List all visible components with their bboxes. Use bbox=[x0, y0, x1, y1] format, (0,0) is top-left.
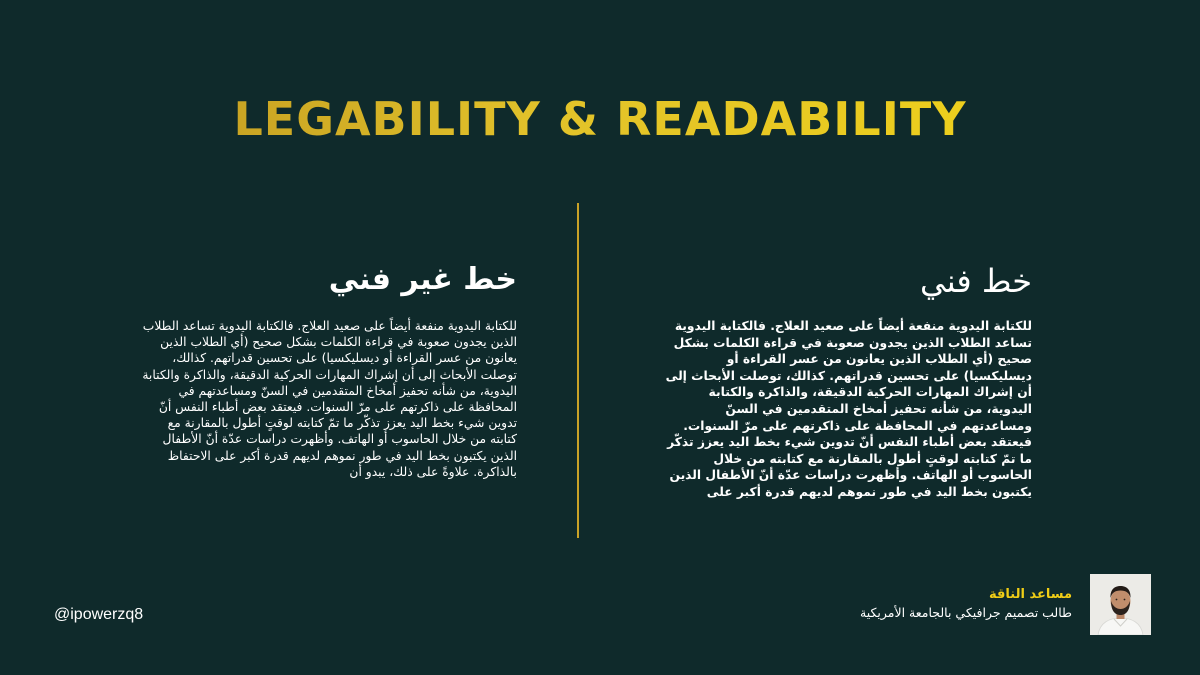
author-info bbox=[860, 587, 1072, 620]
person-photo-icon bbox=[1090, 574, 1151, 635]
slide-title: LEGABILITY & READABILITY bbox=[0, 92, 1200, 146]
left-column-paragraph: للكتابة اليدوية منفعة أيضاً على صعيد العلاج. فالكتابة اليدوية تساعد الطلاب الذين يجدون صعوبة في قراءة الكلمات بشكل صحيح (أي الطلاب الذين يعانون من عسر القراءة أو ديسليكسيا) على تحسين قدراتهم. كذالك، توصلت الأبحاث إلى أن إشراك المهارات الحركية الدقيقة، والذاكرة والكتابة اليدوية، من شأنه تحفيز أمخاخ المتقدمين في السنّ ومساعدتهم في المحافظة على ذاكرتهم على مرّ السنوات. فيعتقد بعض أطباء النفس أنّ تدوين شيء بخط اليد يعزز تذكّر ما تمّ كتابته لوقتٍ أطول بالمقارنة مع كتابته من خلال الحاسوب أو الهاتف. وأظهرت دراسات عدّة أنّ الأطفال الذين يكتبون بخط اليد في طور نموهم لديهم قدرة أكبر على الاحتفاظ بالذاكرة. علاوةً على ذلك، يبدو أن bbox=[142, 319, 517, 479]
right-column-paragraph: للكتابة اليدوية منفعة أيضاً على صعيد العلاج. فالكتابة اليدوية تساعد الطلاب الذين يجدون صعوبة في قراءة الكلمات بشكل صحيح (أي الطلاب الذين يعانون من عسر القراءة أو ديسليكسيا) على تحسين قدراتهم. كذالك، توصلت الأبحاث إلى أن إشراك المهارات الحركية الدقيقة، والذاكرة والكتابة اليدوية، من شأنه تحفيز أمخاخ المتقدمين في السنّ ومساعدتهم في المحافظة على ذاكرتهم على مرّ السنوات. فيعتقد بعض أطباء النفس أنّ تدوين شيء بخط اليد يعزز تذكّر ما تمّ كتابته لوقتٍ أطول بالمقارنة مع كتابته من خلال الحاسوب أو الهاتف. وأظهرت دراسات عدّة أنّ الأطفال الذين يكتبون بخط اليد في طور نموهم لديهم قدرة أكبر على bbox=[665, 319, 1032, 499]
author-role: طالب تصميم جرافيكي بالجامعة الأمريكية bbox=[860, 605, 1072, 620]
column-divider bbox=[577, 203, 579, 538]
left-column-heading: خط غير فني bbox=[328, 262, 517, 297]
social-handle: @ipowerzq8 bbox=[54, 606, 144, 623]
author-avatar bbox=[1090, 574, 1151, 635]
right-column-heading: خط فني bbox=[920, 262, 1032, 300]
author-name: مساعد الناقة bbox=[989, 587, 1072, 602]
